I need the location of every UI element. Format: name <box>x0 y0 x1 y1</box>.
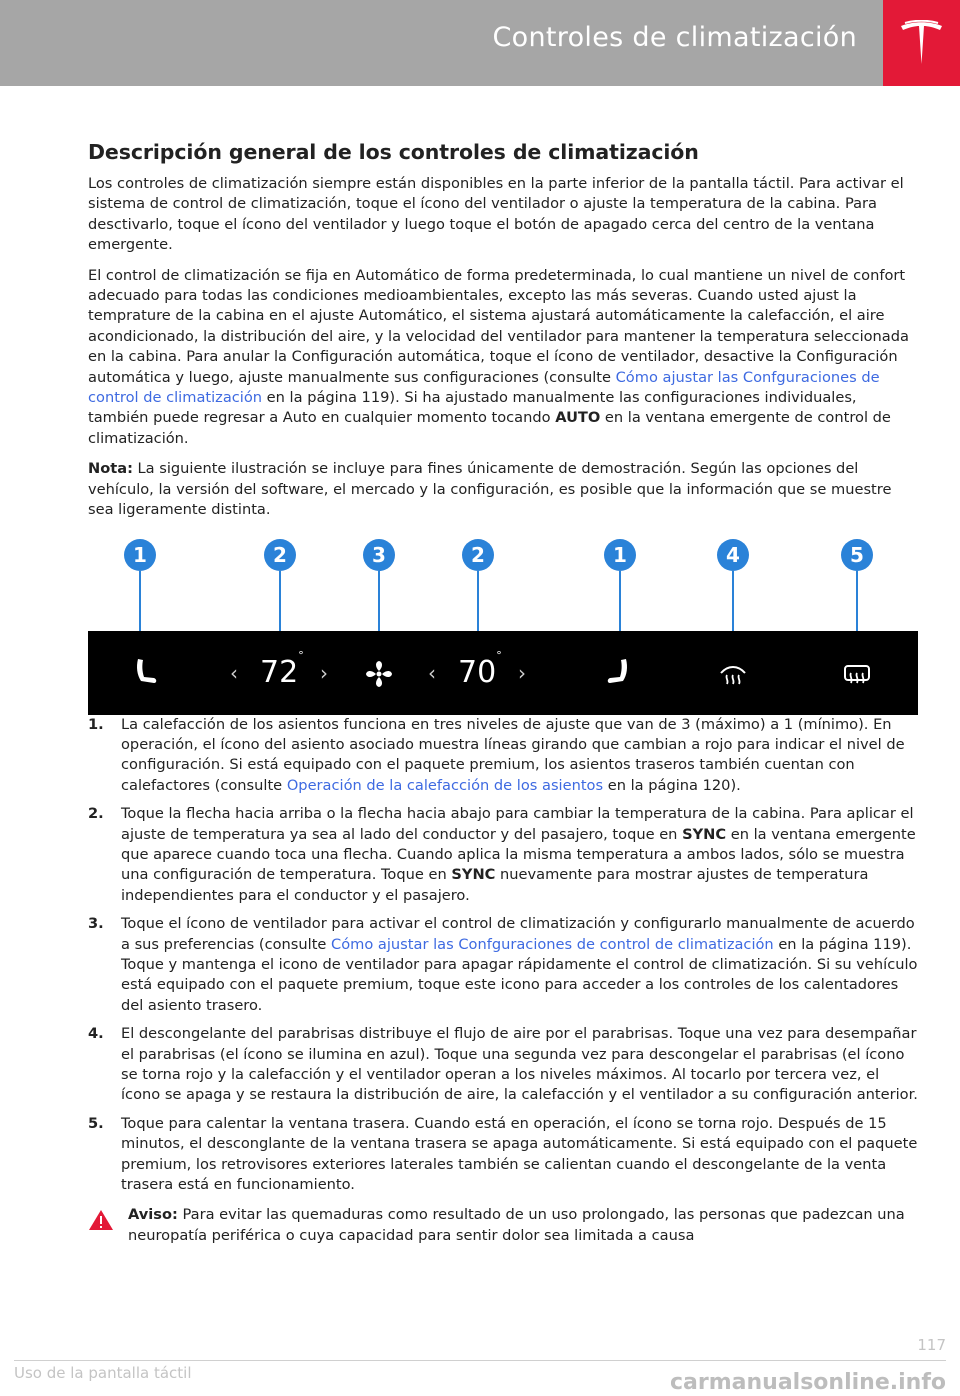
list-item <box>88 1114 918 1196</box>
passenger-temp-up-chevron[interactable]: › <box>518 660 526 685</box>
page-title: Controles de climatización <box>492 22 857 53</box>
callout-marker: 1 <box>124 539 156 571</box>
text-run: Toque el ícono de ventilador para activar el control de climatización y configurarlo manualmente de acuerdo a sus preferencias (consulte <box>121 915 915 953</box>
climate-settings-link[interactable]: Cómo ajustar las Confguraciones de control de climatización <box>331 935 774 953</box>
callout-marker: 3 <box>363 539 395 571</box>
text-run: en la ventana emergente que aparece cuando toca una flecha. Cuando aplica la misma temperatura a ambos lados, sólo se muestra una configuración de temperatura. Toque en <box>121 825 916 884</box>
warning-label: Aviso: <box>128 1206 178 1224</box>
driver-temp-up-chevron[interactable]: › <box>320 660 328 685</box>
text-run: El control de climatización se fija en Automático de forma predeterminada, lo cual mantiene un nivel de confort adecuado para todas las condiciones medioambientales, excepto las más severas. Cuando usted ajust la temprature de la cabina en el ajuste Automático, el sistema ajustará automáticamente la calefacción, el aire acondicionado, la distribución del aire, y la velocidad del ventilador para mantener la temperatura seleccionada en la cabina. Para anular la Configuración automática, toque el ícono de ventilador, desactive la Configuración automática y luego, ajuste manualmente sus configuraciones (consulte <box>88 266 909 386</box>
climate-bar-illustration <box>88 539 918 699</box>
callout-marker: 2 <box>264 539 296 571</box>
list-item <box>88 715 918 797</box>
driver-temp-down-chevron[interactable]: ‹ <box>230 660 238 685</box>
auto-paragraph <box>88 266 918 450</box>
sync-keyword: SYNC <box>682 825 727 843</box>
driver-temp-value: 72 <box>260 654 299 690</box>
text-run: en la ventana emergente de control de climatización. <box>88 409 891 447</box>
list-item <box>88 914 918 1016</box>
seat-heater-icon[interactable] <box>602 657 632 689</box>
footer-divider <box>14 1360 946 1361</box>
warning-text: Para evitar las quemaduras como resultado de un uso prolongado, las personas que padezcan una neuropatía periférica o cuya capacidad para sentir dolor sea limitada a causa <box>128 1206 905 1244</box>
degree-symbol: ° <box>496 648 502 662</box>
note-paragraph <box>88 459 918 520</box>
text-run: en la página 119). Si ha ajustado manualmente las configuraciones individuales, también puede regresar a Auto en cualquier momento tocando <box>88 389 857 427</box>
climate-control-bar <box>88 631 918 715</box>
passenger-temp-down-chevron[interactable]: ‹ <box>428 660 436 685</box>
text-run: El descongelante del parabrisas distribuye el flujo de aire por el parabrisas. Toque una vez para desempañar el parabrisas (el ícono se ilumina en azul). Toque una segunda vez para descongelar el parabrisas (el ícono se torna rojo y la calefacción y el ventilador operan a los niveles máximos. Al tocarlo por tercera vez, el ícono se apaga y se restaura la distribución de aire, la calefacción y el ventilador a su configuración anterior. <box>121 1025 918 1104</box>
seat-heater-link[interactable]: Operación de la calefacción de los asientos <box>286 776 604 794</box>
climate-settings-link[interactable]: Cómo ajustar las Confguraciones de control de climatización <box>88 368 880 407</box>
list-item <box>88 804 918 906</box>
item-number: 4. <box>88 1025 104 1043</box>
callout-marker: 4 <box>717 539 749 571</box>
main-content <box>88 140 918 1246</box>
intro-paragraph: Los controles de climatización siempre están disponibles en la parte inferior de la pantalla táctil. Para activar el sistema de control de climatización, toque el ícono del ventilador o ajuste la temperatura de la cabina. Para desctivarlo, toque el ícono del ventilador y luego toque el botón de apagado cerca del centro de la ventana emergente. <box>88 175 904 254</box>
page-number: 117 <box>917 1336 946 1354</box>
degree-symbol: ° <box>298 648 304 662</box>
note-text: La siguiente ilustración se incluye para fines únicamente de demostración. Según las opciones del vehículo, la versión del software, el mercado y la configuración, es posible que la información que se muestre sea ligeramente distinta. <box>88 460 892 519</box>
watermark: carmanualsonline.info <box>670 1370 946 1395</box>
seat-heater-icon[interactable] <box>132 657 162 689</box>
item-number: 3. <box>88 915 104 933</box>
fan-icon[interactable] <box>364 659 394 689</box>
auto-keyword: AUTO <box>555 409 601 427</box>
text-run: en la página 119). Toque y mantenga el icono de ventilador para apagar rápidamente el control de climatización. Si su vehículo está equipado con el paquete premium, toque este icono para acceder a los controles de los calentadores del asiento trasero. <box>121 935 918 1014</box>
item-number: 2. <box>88 805 104 823</box>
passenger-temperature[interactable] <box>458 648 502 690</box>
passenger-temp-value: 70 <box>458 654 497 690</box>
tesla-logo-icon <box>899 20 944 66</box>
warning-block <box>88 1205 918 1246</box>
page-header <box>0 0 883 86</box>
text-run: en la página 120). <box>603 776 741 794</box>
callout-descriptions <box>88 715 918 1196</box>
text-run: nuevamente para mostrar ajustes de temperatura independientes para el conductor y el pasajero. <box>121 866 869 904</box>
sync-keyword: SYNC <box>451 866 496 884</box>
warning-triangle-icon <box>88 1209 114 1231</box>
brand-logo <box>883 0 960 86</box>
item-number: 1. <box>88 715 104 733</box>
list-item <box>88 1024 918 1106</box>
footer-section-title: Uso de la pantalla táctil <box>14 1364 192 1382</box>
rear-defrost-icon[interactable] <box>842 663 872 689</box>
section-heading: Descripción general de los controles de climatización <box>88 140 699 164</box>
driver-temperature[interactable] <box>260 648 304 690</box>
note-label: Nota: <box>88 460 133 478</box>
item-number: 5. <box>88 1114 104 1132</box>
front-defrost-icon[interactable] <box>718 663 748 689</box>
callout-marker: 1 <box>604 539 636 571</box>
callout-marker: 5 <box>841 539 873 571</box>
text-run: Toque para calentar la ventana trasera. Cuando está en operación, el ícono se torna rojo. Después de 15 minutos, el desconglante de la ventana trasera se apaga automáticamente. Si está equipado con el paquete premium, los retrovisores exteriores laterales también se calientan cuando el descongelante de la venta trasera está en funcionamiento. <box>121 1114 918 1194</box>
text-run: Toque la flecha hacia arriba o la flecha hacia abajo para cambiar la temperatura de la cabina. Para aplicar el ajuste de temperatura ya sea al lado del conductor y del pasajero, toque en <box>121 805 914 843</box>
callout-marker: 2 <box>462 539 494 571</box>
text-run: La calefacción de los asientos funciona en tres niveles de ajuste que van de 3 (máximo) a 1 (mínimo). En operación, el ícono del asiento asociado muestra líneas girando que cambian a rojo para indicar el nivel de configuración. Si está equipado con el paquete premium, los asientos traseros también cuentan con calefactores (consulte <box>121 715 905 794</box>
